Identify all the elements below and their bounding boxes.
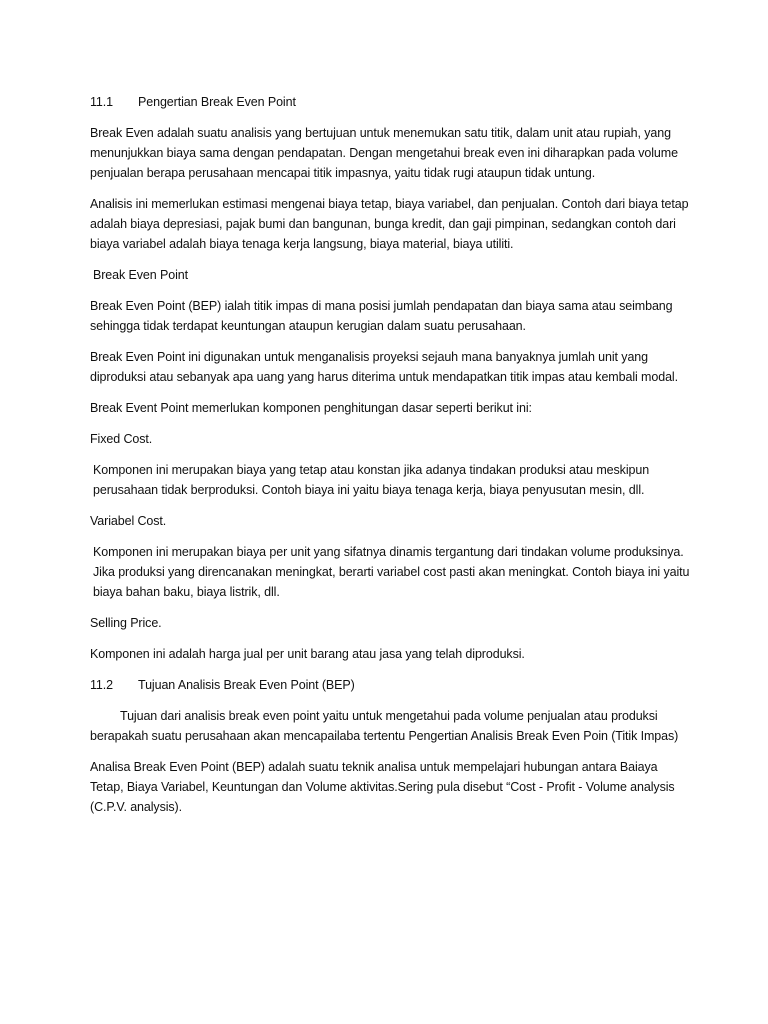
paragraph-bep-analysis: Analisa Break Even Point (BEP) adalah suatu teknik analisa untuk mempelajari hubungan antara Baiaya Tetap, Biaya Variabel, Keuntungan dan Volume aktivitas.Sering pula disebut “Cost - Profit - Volume analysis (C.P.V. analysis). xyxy=(90,760,675,814)
paragraph-break-even-definition: Break Even adalah suatu analisis yang bertujuan untuk menemukan satu titik, dalam unit atau rupiah, yang menunjukkan biaya sama dengan pendapatan. Dengan mengetahui break even ini diharapkan pada volume penjualan berapa perusahaan mencapai titik impasnya, yaitu tidak rugi ataupun tidak untung. xyxy=(90,126,678,180)
selling-price-description: Komponen ini adalah harga jual per unit barang atau jasa yang telah diproduksi. xyxy=(90,647,525,661)
document-page xyxy=(90,92,690,828)
variable-cost-description: Komponen ini merupakan biaya per unit yang sifatnya dinamis tergantung dari tindakan volume produksinya. Jika produksi yang direncanakan meningkat, berarti variabel cost pasti akan meningkat. Contoh biaya ini yaitu biaya bahan baku, biaya listrik, dll. xyxy=(93,545,690,599)
selling-price-label: Selling Price. xyxy=(90,616,162,630)
section-number: 11.2 xyxy=(90,678,114,692)
fixed-cost-label: Fixed Cost. xyxy=(90,432,153,446)
paragraph-cost-estimation: Analisis ini memerlukan estimasi mengenai biaya tetap, biaya variabel, dan penjualan. Contoh dari biaya tetap adalah biaya depresiasi, pajak bumi dan bangunan, bunga kredit, dan gaji pimpinan, sedangkan contoh dari biaya variabel adalah biaya tenaga kerja langsung, biaya material, biaya utiliti. xyxy=(90,197,689,251)
paragraph-bep-components: Break Event Point memerlukan komponen penghitungan dasar seperti berikut ini: xyxy=(90,401,532,415)
section-title: Tujuan Analisis Break Even Point (BEP) xyxy=(138,678,355,692)
paragraph-bep-purpose: Tujuan dari analisis break even point yaitu untuk mengetahui pada volume penjualan atau produksi berapakah suatu perusahaan akan mencapailaba tertentu Pengertian Analisis Break Even Poin (Titik Impas) xyxy=(90,709,679,743)
fixed-cost-description: Komponen ini merupakan biaya yang tetap atau konstan jika adanya tindakan produksi atau meskipun perusahaan tidak berproduksi. Contoh biaya ini yaitu biaya tenaga kerja, biaya penyusutan mesin, dll. xyxy=(93,463,650,497)
subheading-break-even-point: Break Even Point xyxy=(93,268,188,282)
section-number: 11.1 xyxy=(90,95,114,109)
paragraph-bep-usage: Break Even Point ini digunakan untuk menganalisis proyeksi sejauh mana banyaknya jumlah unit yang diproduksi atau sebanyak apa uang yang harus diterima untuk mendapatkan titik impas atau kembali modal. xyxy=(90,350,678,384)
section-title: Pengertian Break Even Point xyxy=(138,95,296,109)
section-heading-11-2 xyxy=(90,675,690,695)
paragraph-bep-definition: Break Even Point (BEP) ialah titik impas di mana posisi jumlah pendapatan dan biaya sama atau seimbang sehingga tidak terdapat keuntungan ataupun kerugian dalam suatu perusahaan. xyxy=(90,299,673,333)
section-heading-11-1 xyxy=(90,92,690,112)
variable-cost-label: Variabel Cost. xyxy=(90,514,167,528)
